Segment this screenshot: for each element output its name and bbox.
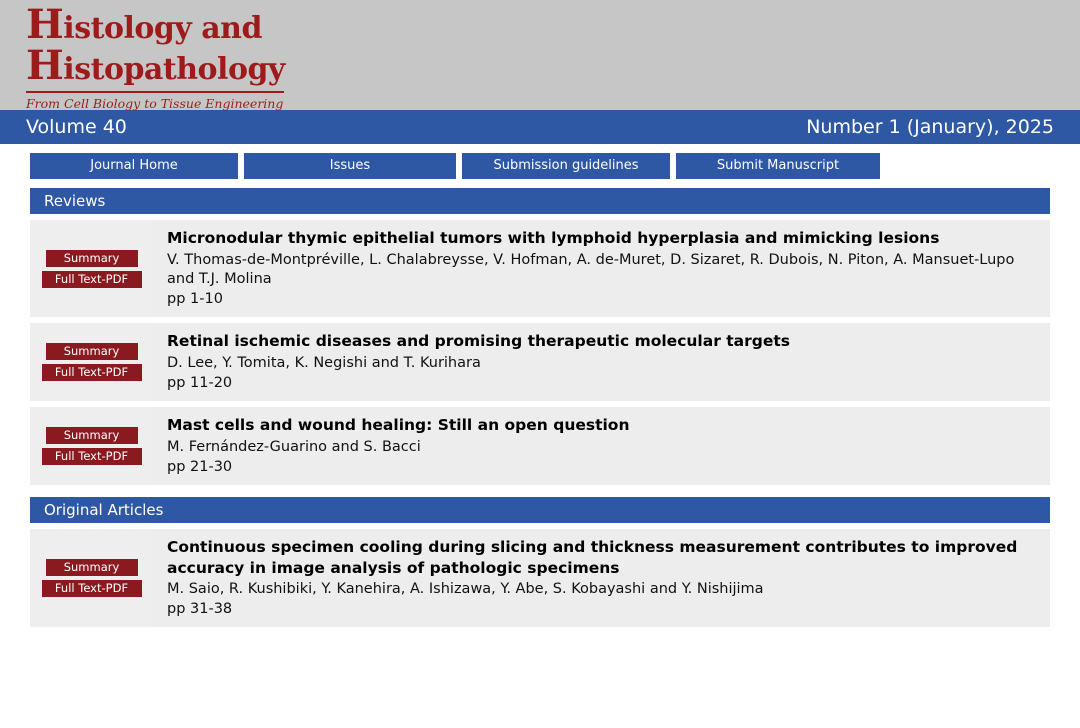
article-body <box>153 407 1050 485</box>
fulltext-pdf-link[interactable]: Full Text-PDF <box>42 271 142 288</box>
article-title[interactable]: Micronodular thymic epithelial tumors with lymphoid hyperplasia and mimicking lesions <box>167 229 940 247</box>
fulltext-pdf-link[interactable]: Full Text-PDF <box>42 580 142 597</box>
nav-submission-guidelines[interactable]: Submission guidelines <box>462 153 670 179</box>
summary-link[interactable]: Summary <box>46 559 138 576</box>
article-body <box>153 220 1050 317</box>
fulltext-pdf-link[interactable]: Full Text-PDF <box>42 364 142 381</box>
article-item <box>30 220 1050 317</box>
article-links <box>30 323 153 401</box>
article-pages: pp 1-10 <box>167 291 223 308</box>
logo-line-1-cap: H <box>26 1 64 48</box>
article-pages: pp 11-20 <box>167 375 233 392</box>
logo-line-1 <box>26 1 296 48</box>
volume-label: Volume 40 <box>26 116 127 138</box>
article-body <box>153 529 1050 628</box>
article-authors: M. Saio, R. Kushibiki, Y. Kanehira, A. Ishizawa, Y. Abe, S. Kobayashi and Y. Nishijima <box>167 581 764 598</box>
article-pages: pp 31-38 <box>167 601 233 618</box>
issue-contents <box>0 188 1080 627</box>
fulltext-pdf-link[interactable]: Full Text-PDF <box>42 448 142 465</box>
main-nav <box>0 144 1080 188</box>
article-title[interactable]: Continuous specimen cooling during slicing and thickness measurement contributes to improved accuracy in image analysis of pathologic specimens <box>167 537 1018 577</box>
article-body <box>153 323 1050 401</box>
nav-issues[interactable]: Issues <box>244 153 456 179</box>
article-links <box>30 220 153 317</box>
section-heading-original-articles: Original Articles <box>30 497 1050 523</box>
logo-line-2-rest: istopathology <box>63 52 285 87</box>
logo-line-1-rest: istology and <box>63 11 262 46</box>
nav-journal-home[interactable]: Journal Home <box>30 153 238 179</box>
article-authors: D. Lee, Y. Tomita, K. Negishi and T. Kurihara <box>167 354 481 371</box>
journal-logo <box>26 1 296 111</box>
article-title[interactable]: Retinal ischemic diseases and promising therapeutic molecular targets <box>167 332 790 351</box>
article-item <box>30 529 1050 628</box>
nav-submit-manuscript[interactable]: Submit Manuscript <box>676 153 880 179</box>
summary-link[interactable]: Summary <box>46 250 138 267</box>
article-item <box>30 323 1050 401</box>
masthead <box>0 0 1080 110</box>
journal-tagline: From Cell Biology to Tissue Engineering <box>26 91 284 111</box>
article-title[interactable]: Mast cells and wound healing: Still an open question <box>167 416 630 435</box>
logo-line-2-cap: H <box>26 42 64 89</box>
summary-link[interactable]: Summary <box>46 343 138 360</box>
volume-bar <box>0 110 1080 144</box>
article-links <box>30 407 153 485</box>
logo-line-2 <box>26 42 296 89</box>
summary-link[interactable]: Summary <box>46 427 138 444</box>
section-heading-reviews: Reviews <box>30 188 1050 214</box>
article-item <box>30 407 1050 485</box>
issue-label: Number 1 (January), 2025 <box>806 116 1054 138</box>
article-links <box>30 529 153 628</box>
article-authors: V. Thomas-de-Montpréville, L. Chalabreysse, V. Hofman, A. de-Muret, D. Sizaret, R. Dubois, N. Piton, A. Mansuet-Lupo and T.J. Molina <box>167 251 1015 287</box>
article-pages: pp 21-30 <box>167 458 233 475</box>
article-authors: M. Fernández-Guarino and S. Bacci <box>167 438 421 455</box>
